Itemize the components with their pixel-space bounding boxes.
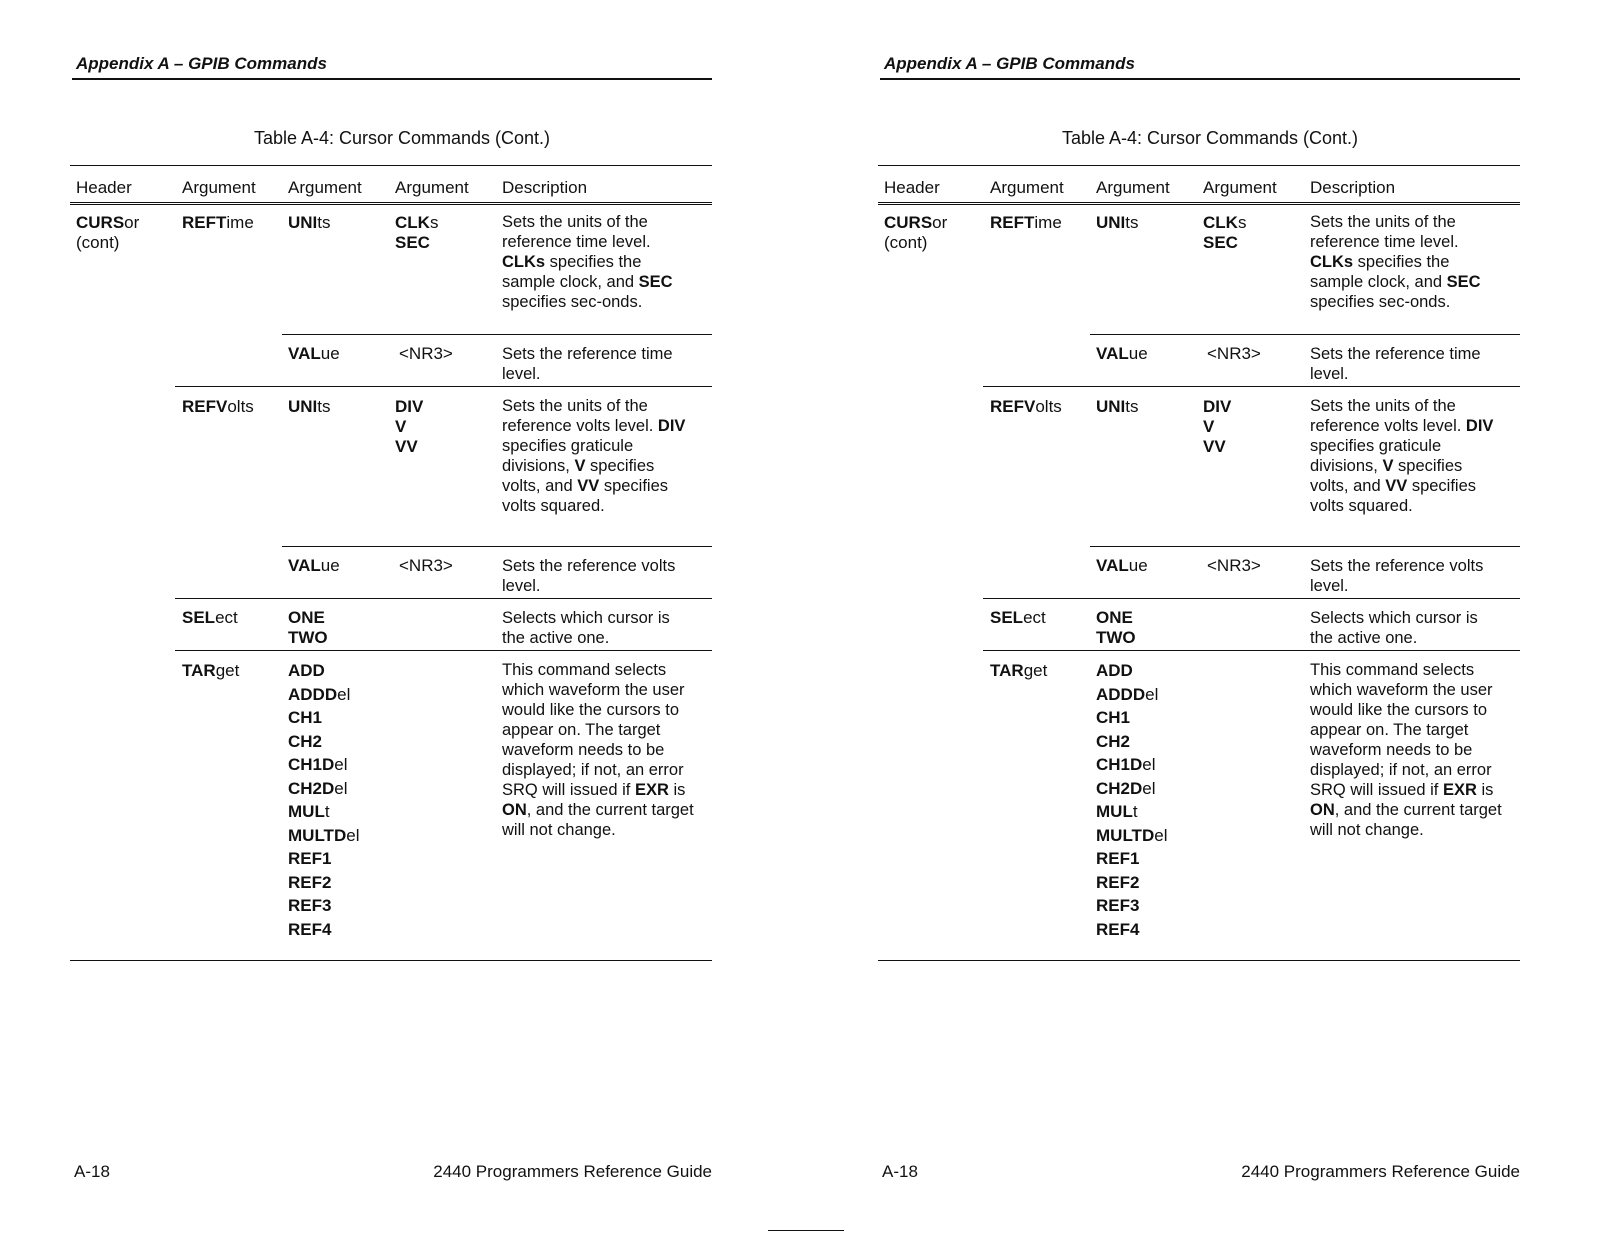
column-header-argument-2: Argument bbox=[288, 178, 362, 197]
header-cell-cursor: CURSor bbox=[76, 213, 140, 232]
column-header-argument-1: Argument bbox=[990, 178, 1064, 197]
guide-title: 2440 Programmers Reference Guide bbox=[1241, 1162, 1520, 1181]
row-rule bbox=[1090, 334, 1520, 335]
arg-refvolts: REFVolts bbox=[990, 397, 1062, 416]
row-rule bbox=[983, 598, 1520, 599]
page-number: A-18 bbox=[882, 1162, 918, 1181]
desc-refvolts-value: Sets the reference volts level. bbox=[502, 557, 676, 595]
desc-reftime-units: Sets the units of the reference time level. CLKs specifies the sample clock, and SEC specifies sec-onds. bbox=[1310, 213, 1481, 311]
desc-refvolts-value: Sets the reference volts level. bbox=[1310, 557, 1484, 595]
column-header-header: Header bbox=[76, 178, 132, 197]
header-cell-note: (cont) bbox=[884, 233, 928, 252]
arg-reftime: REFTime bbox=[182, 213, 254, 232]
row-rule bbox=[1090, 546, 1520, 547]
table-top-rule bbox=[878, 165, 1520, 166]
arg-reftime-units-values: CLKs SEC bbox=[395, 213, 439, 252]
left-page bbox=[72, 0, 712, 1237]
arg-refvolts-value: VALue bbox=[1096, 556, 1148, 575]
arg-select-values: ONE TWO bbox=[288, 608, 328, 647]
table-bottom-rule bbox=[878, 960, 1520, 961]
arg-reftime-value: VALue bbox=[288, 344, 340, 363]
desc-reftime-value: Sets the reference time level. bbox=[502, 345, 673, 383]
arg-reftime-value-nr3: <NR3> bbox=[399, 344, 453, 363]
row-rule bbox=[282, 334, 712, 335]
column-header-description: Description bbox=[502, 178, 588, 197]
header-cell-note: (cont) bbox=[76, 233, 120, 252]
table-bottom-rule bbox=[70, 960, 712, 961]
scan-edge-mark bbox=[768, 1230, 844, 1231]
arg-select: SELect bbox=[990, 608, 1046, 627]
column-header-rule bbox=[70, 202, 712, 205]
arg-refvolts: REFVolts bbox=[182, 397, 254, 416]
arg-select-values: ONE TWO bbox=[1096, 608, 1136, 647]
arg-reftime-value: VALue bbox=[1096, 344, 1148, 363]
desc-target: This command selects which waveform the user would like the cursors to appear on. The target waveform needs to be displayed; if not, an error SRQ will issued if EXR is ON, and the current target will not change. bbox=[502, 661, 694, 839]
arg-reftime-units: UNIts bbox=[1096, 213, 1139, 232]
row-rule bbox=[175, 650, 712, 651]
guide-title: 2440 Programmers Reference Guide bbox=[433, 1162, 712, 1181]
desc-target: This command selects which waveform the user would like the cursors to appear on. The target waveform needs to be displayed; if not, an error SRQ will issued if EXR is ON, and the current target will not change. bbox=[1310, 661, 1502, 839]
desc-refvolts-units: Sets the units of the reference volts level. DIV specifies graticule divisions, V specifies volts, and VV specifies volts squared. bbox=[502, 397, 686, 515]
arg-refvolts-units: UNIts bbox=[1096, 397, 1139, 416]
page-number: A-18 bbox=[74, 1162, 110, 1181]
arg-refvolts-units-values: DIV V VV bbox=[1203, 397, 1232, 456]
arg-target-values: ADD ADDDel CH1 CH2 CH1Del CH2Del MULt MULTDel REF1 REF2 REF3 REF4 bbox=[1096, 661, 1168, 939]
column-header-header: Header bbox=[884, 178, 940, 197]
column-header-argument-2: Argument bbox=[1096, 178, 1170, 197]
arg-refvolts-value-nr3: <NR3> bbox=[399, 556, 453, 575]
table-caption: Table A-4: Cursor Commands (Cont.) bbox=[253, 128, 551, 148]
column-header-argument-3: Argument bbox=[1203, 178, 1277, 197]
desc-reftime-value: Sets the reference time level. bbox=[1310, 345, 1481, 383]
column-header-description: Description bbox=[1310, 178, 1396, 197]
table-caption: Table A-4: Cursor Commands (Cont.) bbox=[1061, 128, 1359, 148]
row-rule bbox=[175, 598, 712, 599]
arg-reftime-units: UNIts bbox=[288, 213, 331, 232]
running-header: Appendix A – GPIB Commands bbox=[76, 54, 327, 73]
header-rule bbox=[72, 78, 712, 80]
desc-reftime-units: Sets the units of the reference time level. CLKs specifies the sample clock, and SEC specifies sec-onds. bbox=[502, 213, 673, 311]
arg-refvolts-value: VALue bbox=[288, 556, 340, 575]
column-header-rule bbox=[878, 202, 1520, 205]
desc-refvolts-units: Sets the units of the reference volts level. DIV specifies graticule divisions, V specifies volts, and VV specifies volts squared. bbox=[1310, 397, 1494, 515]
column-header-argument-1: Argument bbox=[182, 178, 256, 197]
running-header: Appendix A – GPIB Commands bbox=[884, 54, 1135, 73]
arg-reftime-value-nr3: <NR3> bbox=[1207, 344, 1261, 363]
right-page bbox=[880, 0, 1520, 1237]
arg-reftime: REFTime bbox=[990, 213, 1062, 232]
row-rule bbox=[282, 546, 712, 547]
table-top-rule bbox=[70, 165, 712, 166]
arg-target-values: ADD ADDDel CH1 CH2 CH1Del CH2Del MULt MULTDel REF1 REF2 REF3 REF4 bbox=[288, 661, 360, 939]
arg-target: TARget bbox=[990, 661, 1048, 680]
header-rule bbox=[880, 78, 1520, 80]
desc-select: Selects which cursor is the active one. bbox=[502, 609, 670, 647]
arg-refvolts-units-values: DIV V VV bbox=[395, 397, 424, 456]
row-rule bbox=[983, 650, 1520, 651]
arg-refvolts-value-nr3: <NR3> bbox=[1207, 556, 1261, 575]
column-header-argument-3: Argument bbox=[395, 178, 469, 197]
arg-target: TARget bbox=[182, 661, 240, 680]
row-rule bbox=[983, 386, 1520, 387]
arg-select: SELect bbox=[182, 608, 238, 627]
arg-refvolts-units: UNIts bbox=[288, 397, 331, 416]
arg-reftime-units-values: CLKs SEC bbox=[1203, 213, 1247, 252]
row-rule bbox=[175, 386, 712, 387]
header-cell-cursor: CURSor bbox=[884, 213, 948, 232]
desc-select: Selects which cursor is the active one. bbox=[1310, 609, 1478, 647]
